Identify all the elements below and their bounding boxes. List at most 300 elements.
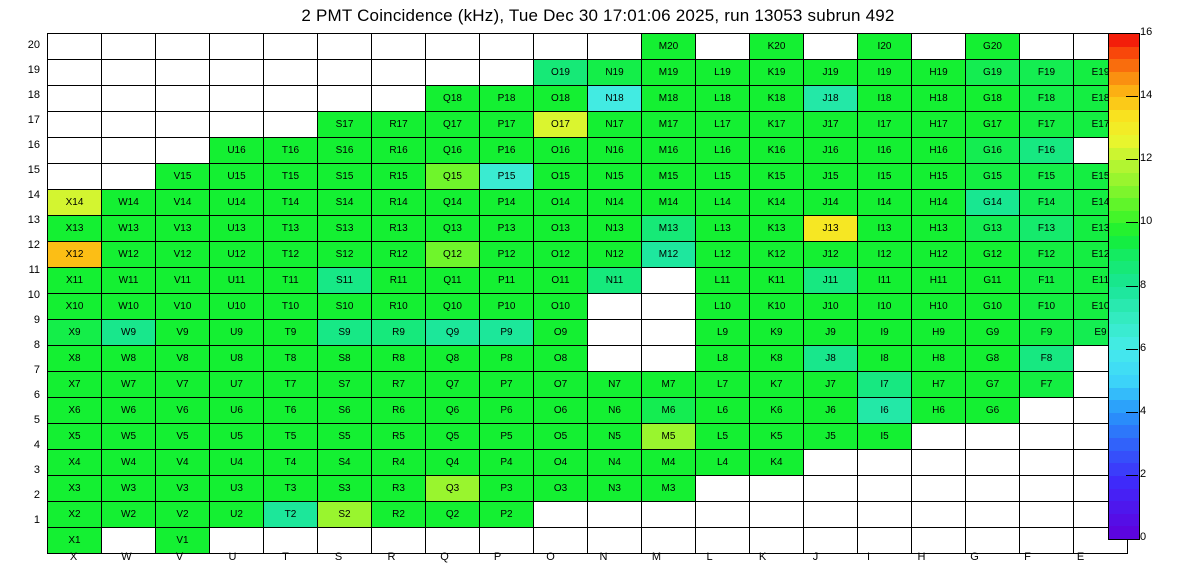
heatmap-row (48, 450, 1128, 476)
heatmap-cell-T15: T15 (264, 164, 318, 190)
heatmap-cell-empty (156, 112, 210, 138)
heatmap-cell-empty (912, 476, 966, 502)
heatmap-cell-empty (156, 60, 210, 86)
heatmap-cell-K20: K20 (750, 34, 804, 60)
colorbar-segment (1109, 261, 1139, 274)
colorbar-tick-4: 4 (1140, 404, 1147, 417)
heatmap-cell-M18: M18 (642, 86, 696, 112)
heatmap-cell-L7: L7 (696, 372, 750, 398)
heatmap-cell-O15: O15 (534, 164, 588, 190)
heatmap-cell-E18: E18 (1074, 86, 1128, 112)
heatmap-cell-M14: M14 (642, 190, 696, 216)
heatmap-cell-N15: N15 (588, 164, 642, 190)
colorbar-segment (1109, 97, 1139, 110)
heatmap-row (48, 502, 1128, 528)
heatmap-cell-M17: M17 (642, 112, 696, 138)
heatmap-cell-empty (642, 346, 696, 372)
heatmap-cell-empty (48, 86, 102, 112)
colorbar-tick-2: 2 (1140, 467, 1147, 480)
heatmap-cell-I11: I11 (858, 268, 912, 294)
y-axis-label-19: 19 (27, 64, 40, 76)
colorbar-segment (1109, 375, 1139, 388)
heatmap-cell-empty (1020, 34, 1074, 60)
heatmap-cell-empty (48, 112, 102, 138)
heatmap-cell-K6: K6 (750, 398, 804, 424)
heatmap-cell-R5: R5 (372, 424, 426, 450)
heatmap-cell-empty (426, 528, 480, 554)
heatmap-cell-empty (588, 502, 642, 528)
heatmap-cell-V14: V14 (156, 190, 210, 216)
heatmap-cell-empty (48, 34, 102, 60)
heatmap-cell-empty (912, 34, 966, 60)
heatmap-cell-L17: L17 (696, 112, 750, 138)
heatmap-cell-F17: F17 (1020, 112, 1074, 138)
heatmap-cell-M20: M20 (642, 34, 696, 60)
heatmap-cell-O17: O17 (534, 112, 588, 138)
heatmap-cell-I18: I18 (858, 86, 912, 112)
heatmap-cell-L10: L10 (696, 294, 750, 320)
heatmap-cell-H10: H10 (912, 294, 966, 320)
heatmap-cell-S7: S7 (318, 372, 372, 398)
heatmap-cell-empty (210, 34, 264, 60)
colorbar-segment (1109, 59, 1139, 72)
heatmap-cell-M4: M4 (642, 450, 696, 476)
heatmap-cell-K10: K10 (750, 294, 804, 320)
heatmap-cell-S17: S17 (318, 112, 372, 138)
heatmap-cell-T8: T8 (264, 346, 318, 372)
heatmap-cell-R3: R3 (372, 476, 426, 502)
heatmap-cell-L12: L12 (696, 242, 750, 268)
x-axis-label-E: E (1076, 551, 1085, 563)
heatmap-cell-V10: V10 (156, 294, 210, 320)
y-axis-label-4: 4 (33, 439, 40, 451)
heatmap-cell-R10: R10 (372, 294, 426, 320)
heatmap-cell-U6: U6 (210, 398, 264, 424)
heatmap-cell-L8: L8 (696, 346, 750, 372)
heatmap-cell-M19: M19 (642, 60, 696, 86)
heatmap-cell-K12: K12 (750, 242, 804, 268)
heatmap-cell-G15: G15 (966, 164, 1020, 190)
colorbar-segment (1109, 451, 1139, 464)
heatmap-row (48, 216, 1128, 242)
heatmap-cell-L14: L14 (696, 190, 750, 216)
heatmap-cell-M3: M3 (642, 476, 696, 502)
colorbar-tick-16: 16 (1140, 26, 1153, 38)
heatmap-cell-R8: R8 (372, 346, 426, 372)
heatmap-cell-Q3: Q3 (426, 476, 480, 502)
heatmap-cell-X7: X7 (48, 372, 102, 398)
heatmap-cell-empty (48, 164, 102, 190)
y-axis-label-3: 3 (33, 464, 40, 476)
heatmap-cell-Q12: Q12 (426, 242, 480, 268)
heatmap-cell-W12: W12 (102, 242, 156, 268)
heatmap-cell-I14: I14 (858, 190, 912, 216)
colorbar-segment (1109, 501, 1139, 514)
heatmap-cell-empty (480, 34, 534, 60)
heatmap-cell-empty (750, 502, 804, 528)
heatmap-cell-W2: W2 (102, 502, 156, 528)
heatmap-cell-P12: P12 (480, 242, 534, 268)
heatmap-cell-N16: N16 (588, 138, 642, 164)
heatmap-cell-T11: T11 (264, 268, 318, 294)
heatmap-cell-I15: I15 (858, 164, 912, 190)
x-axis-label-R: R (387, 551, 396, 563)
heatmap-cell-R15: R15 (372, 164, 426, 190)
heatmap-cell-E19: E19 (1074, 60, 1128, 86)
heatmap-cell-L6: L6 (696, 398, 750, 424)
heatmap-cell-J17: J17 (804, 112, 858, 138)
heatmap-row (48, 164, 1128, 190)
heatmap-cell-M7: M7 (642, 372, 696, 398)
heatmap-cell-N11: N11 (588, 268, 642, 294)
x-axis-label-W: W (121, 551, 132, 563)
heatmap-cell-W5: W5 (102, 424, 156, 450)
heatmap-cell-X9: X9 (48, 320, 102, 346)
heatmap-cell-W7: W7 (102, 372, 156, 398)
heatmap-cell-L9: L9 (696, 320, 750, 346)
colorbar-tick-mark (1126, 286, 1138, 287)
heatmap-cell-N7: N7 (588, 372, 642, 398)
heatmap-cell-K5: K5 (750, 424, 804, 450)
heatmap-cell-T2: T2 (264, 502, 318, 528)
heatmap-cell-empty (588, 346, 642, 372)
heatmap-cell-V3: V3 (156, 476, 210, 502)
heatmap-cell-W14: W14 (102, 190, 156, 216)
colorbar-segment (1109, 388, 1139, 401)
heatmap-cell-T13: T13 (264, 216, 318, 242)
heatmap-cell-P10: P10 (480, 294, 534, 320)
colorbar-tick-mark (1126, 475, 1138, 476)
heatmap-cell-F14: F14 (1020, 190, 1074, 216)
heatmap-cell-G20: G20 (966, 34, 1020, 60)
heatmap-row (48, 294, 1128, 320)
heatmap-cell-G7: G7 (966, 372, 1020, 398)
heatmap-cell-E15: E15 (1074, 164, 1128, 190)
heatmap-cell-G19: G19 (966, 60, 1020, 86)
heatmap-cell-G10: G10 (966, 294, 1020, 320)
heatmap-cell-empty (912, 502, 966, 528)
heatmap-cell-S4: S4 (318, 450, 372, 476)
heatmap-cell-K18: K18 (750, 86, 804, 112)
heatmap-cell-J14: J14 (804, 190, 858, 216)
heatmap-cell-T10: T10 (264, 294, 318, 320)
heatmap-row (48, 346, 1128, 372)
heatmap-cell-F8: F8 (1020, 346, 1074, 372)
heatmap-cell-T4: T4 (264, 450, 318, 476)
heatmap-cell-X12: X12 (48, 242, 102, 268)
heatmap-cell-K17: K17 (750, 112, 804, 138)
colorbar-tick-mark (1126, 222, 1138, 223)
heatmap-cell-V6: V6 (156, 398, 210, 424)
heatmap-cell-F9: F9 (1020, 320, 1074, 346)
heatmap-cell-U7: U7 (210, 372, 264, 398)
heatmap-cell-Q17: Q17 (426, 112, 480, 138)
x-axis-label-L: L (706, 551, 713, 563)
heatmap-cell-Q10: Q10 (426, 294, 480, 320)
heatmap-cell-O14: O14 (534, 190, 588, 216)
heatmap-cell-Q6: Q6 (426, 398, 480, 424)
heatmap-cell-empty (858, 502, 912, 528)
heatmap-cell-R12: R12 (372, 242, 426, 268)
heatmap-cell-empty (858, 450, 912, 476)
heatmap-cell-P15: P15 (480, 164, 534, 190)
colorbar-segment (1109, 34, 1139, 47)
colorbar-segment (1109, 173, 1139, 186)
x-axis-label-V: V (175, 551, 184, 563)
colorbar-segment (1109, 299, 1139, 312)
heatmap-cell-G6: G6 (966, 398, 1020, 424)
y-axis-label-11: 11 (28, 264, 40, 276)
heatmap-cell-J12: J12 (804, 242, 858, 268)
colorbar-segment (1109, 122, 1139, 135)
heatmap-cell-U13: U13 (210, 216, 264, 242)
x-axis-label-X: X (69, 551, 78, 563)
heatmap-cell-F7: F7 (1020, 372, 1074, 398)
heatmap-cell-W8: W8 (102, 346, 156, 372)
heatmap-cell-X2: X2 (48, 502, 102, 528)
heatmap-cell-S14: S14 (318, 190, 372, 216)
heatmap-cell-W6: W6 (102, 398, 156, 424)
heatmap-cell-N6: N6 (588, 398, 642, 424)
heatmap-cell-H15: H15 (912, 164, 966, 190)
heatmap-cell-L18: L18 (696, 86, 750, 112)
heatmap-cell-R17: R17 (372, 112, 426, 138)
heatmap-cell-I8: I8 (858, 346, 912, 372)
heatmap-cell-empty (318, 528, 372, 554)
heatmap-row (48, 112, 1128, 138)
heatmap-row (48, 34, 1128, 60)
colorbar-tick-14: 14 (1140, 89, 1153, 102)
heatmap-cell-empty (966, 476, 1020, 502)
heatmap-cell-empty (264, 112, 318, 138)
heatmap-cell-empty (102, 112, 156, 138)
y-axis-label-7: 7 (33, 364, 40, 376)
heatmap-cell-R6: R6 (372, 398, 426, 424)
y-axis-label-1: 1 (33, 514, 40, 526)
heatmap-cell-P7: P7 (480, 372, 534, 398)
heatmap-cell-J5: J5 (804, 424, 858, 450)
heatmap-cell-H7: H7 (912, 372, 966, 398)
heatmap-cell-J19: J19 (804, 60, 858, 86)
heatmap-cell-empty (858, 476, 912, 502)
heatmap-row (48, 398, 1128, 424)
heatmap-cell-X5: X5 (48, 424, 102, 450)
y-axis-label-20: 20 (27, 39, 40, 51)
heatmap-cell-F13: F13 (1020, 216, 1074, 242)
heatmap-cell-P4: P4 (480, 450, 534, 476)
x-axis-label-T: T (282, 551, 289, 563)
colorbar-segment (1109, 438, 1139, 451)
y-axis-label-2: 2 (33, 489, 40, 501)
heatmap-cell-V7: V7 (156, 372, 210, 398)
heatmap-cell-R9: R9 (372, 320, 426, 346)
heatmap-cell-E17: E17 (1074, 112, 1128, 138)
heatmap-cell-empty (696, 502, 750, 528)
heatmap-cell-E14: E14 (1074, 190, 1128, 216)
heatmap-cell-empty (588, 528, 642, 554)
heatmap-cell-empty (804, 502, 858, 528)
heatmap-cell-empty (102, 60, 156, 86)
heatmap-cell-empty (372, 528, 426, 554)
heatmap-cell-K15: K15 (750, 164, 804, 190)
heatmap-cell-K19: K19 (750, 60, 804, 86)
heatmap-cell-V8: V8 (156, 346, 210, 372)
heatmap-cell-S8: S8 (318, 346, 372, 372)
heatmap-cell-empty (966, 424, 1020, 450)
heatmap-cell-I17: I17 (858, 112, 912, 138)
heatmap-cell-U10: U10 (210, 294, 264, 320)
heatmap-cell-empty (642, 320, 696, 346)
heatmap-cell-Q5: Q5 (426, 424, 480, 450)
heatmap-cell-M6: M6 (642, 398, 696, 424)
heatmap-cell-empty (372, 60, 426, 86)
heatmap-cell-X8: X8 (48, 346, 102, 372)
heatmap-cell-O10: O10 (534, 294, 588, 320)
heatmap-cell-E12: E12 (1074, 242, 1128, 268)
x-axis-label-H: H (917, 551, 926, 563)
heatmap-cell-V2: V2 (156, 502, 210, 528)
heatmap-cell-L4: L4 (696, 450, 750, 476)
heatmap-cell-O18: O18 (534, 86, 588, 112)
heatmap-cell-I6: I6 (858, 398, 912, 424)
heatmap-cell-S15: S15 (318, 164, 372, 190)
heatmap-cell-M5: M5 (642, 424, 696, 450)
heatmap-cell-S9: S9 (318, 320, 372, 346)
heatmap-cell-J11: J11 (804, 268, 858, 294)
colorbar-segment (1109, 350, 1139, 363)
colorbar-tick-8: 8 (1140, 278, 1147, 291)
heatmap-cell-P18: P18 (480, 86, 534, 112)
heatmap-cell-R13: R13 (372, 216, 426, 242)
heatmap-cell-N4: N4 (588, 450, 642, 476)
heatmap-cell-empty (588, 34, 642, 60)
heatmap-cell-empty (264, 60, 318, 86)
y-axis-label-12: 12 (27, 239, 40, 251)
heatmap-cell-empty (102, 138, 156, 164)
heatmap-cell-X13: X13 (48, 216, 102, 242)
colorbar-tick-12: 12 (1140, 152, 1153, 165)
heatmap-cell-empty (264, 528, 318, 554)
heatmap-cell-G17: G17 (966, 112, 1020, 138)
y-axis-label-14: 14 (27, 189, 40, 201)
heatmap-row (48, 138, 1128, 164)
heatmap-cell-H16: H16 (912, 138, 966, 164)
heatmap-cell-empty (804, 476, 858, 502)
heatmap-cell-R2: R2 (372, 502, 426, 528)
heatmap-cell-O8: O8 (534, 346, 588, 372)
heatmap-cell-empty (426, 60, 480, 86)
heatmap-cell-S12: S12 (318, 242, 372, 268)
heatmap-cell-X4: X4 (48, 450, 102, 476)
heatmap-cell-O19: O19 (534, 60, 588, 86)
heatmap-cell-P2: P2 (480, 502, 534, 528)
colorbar-segment (1109, 324, 1139, 337)
heatmap-cell-J13: J13 (804, 216, 858, 242)
heatmap-cell-empty (210, 60, 264, 86)
colorbar-tick-6: 6 (1140, 341, 1147, 354)
colorbar-segment (1109, 223, 1139, 236)
heatmap-cell-J9: J9 (804, 320, 858, 346)
heatmap-cell-V9: V9 (156, 320, 210, 346)
heatmap-cell-I5: I5 (858, 424, 912, 450)
colorbar (1108, 33, 1140, 540)
x-axis-label-M: M (651, 551, 662, 563)
heatmap-cell-G18: G18 (966, 86, 1020, 112)
heatmap-cell-empty (642, 528, 696, 554)
heatmap-cell-W13: W13 (102, 216, 156, 242)
heatmap-cell-T3: T3 (264, 476, 318, 502)
heatmap-cell-O3: O3 (534, 476, 588, 502)
heatmap-row (48, 268, 1128, 294)
heatmap-cell-W4: W4 (102, 450, 156, 476)
heatmap-cell-W11: W11 (102, 268, 156, 294)
heatmap-cell-empty (534, 528, 588, 554)
colorbar-segment (1109, 287, 1139, 300)
heatmap-cell-L11: L11 (696, 268, 750, 294)
heatmap-cell-empty (156, 86, 210, 112)
heatmap-cell-I16: I16 (858, 138, 912, 164)
heatmap-cell-U9: U9 (210, 320, 264, 346)
heatmap-cell-J7: J7 (804, 372, 858, 398)
heatmap-cell-S11: S11 (318, 268, 372, 294)
heatmap-cell-P11: P11 (480, 268, 534, 294)
heatmap-cell-R7: R7 (372, 372, 426, 398)
heatmap-row (48, 320, 1128, 346)
heatmap-row (48, 242, 1128, 268)
colorbar-segment (1109, 72, 1139, 85)
heatmap-cell-Q2: Q2 (426, 502, 480, 528)
heatmap-cell-O5: O5 (534, 424, 588, 450)
heatmap-cell-K9: K9 (750, 320, 804, 346)
heatmap-cell-empty (156, 34, 210, 60)
heatmap-cell-G8: G8 (966, 346, 1020, 372)
heatmap-cell-empty (642, 268, 696, 294)
heatmap-cell-R16: R16 (372, 138, 426, 164)
heatmap-cell-empty (534, 502, 588, 528)
heatmap-cell-empty (966, 502, 1020, 528)
heatmap-cell-L19: L19 (696, 60, 750, 86)
colorbar-tick-0: 0 (1140, 531, 1147, 543)
colorbar-segment (1109, 425, 1139, 438)
heatmap-row (48, 190, 1128, 216)
heatmap-cell-E11: E11 (1074, 268, 1128, 294)
heatmap-cell-M16: M16 (642, 138, 696, 164)
x-axis-label-N: N (599, 551, 608, 563)
colorbar-tick-10: 10 (1140, 215, 1153, 228)
heatmap-cell-Q14: Q14 (426, 190, 480, 216)
heatmap-cell-I9: I9 (858, 320, 912, 346)
heatmap-cell-F16: F16 (1020, 138, 1074, 164)
heatmap-cell-empty (966, 528, 1020, 554)
colorbar-segment (1109, 249, 1139, 262)
heatmap-cell-I19: I19 (858, 60, 912, 86)
heatmap-cell-U2: U2 (210, 502, 264, 528)
heatmap-cell-empty (318, 34, 372, 60)
heatmap-cell-V13: V13 (156, 216, 210, 242)
heatmap-cell-K13: K13 (750, 216, 804, 242)
heatmap-cell-Q7: Q7 (426, 372, 480, 398)
heatmap-cell-V12: V12 (156, 242, 210, 268)
heatmap-cell-E13: E13 (1074, 216, 1128, 242)
heatmap-row (48, 424, 1128, 450)
heatmap-cell-G11: G11 (966, 268, 1020, 294)
colorbar-segment (1109, 489, 1139, 502)
y-axis-label-13: 13 (27, 214, 40, 226)
heatmap-cell-empty (534, 34, 588, 60)
heatmap-cell-empty (264, 34, 318, 60)
heatmap-cell-G9: G9 (966, 320, 1020, 346)
heatmap-cell-P16: P16 (480, 138, 534, 164)
